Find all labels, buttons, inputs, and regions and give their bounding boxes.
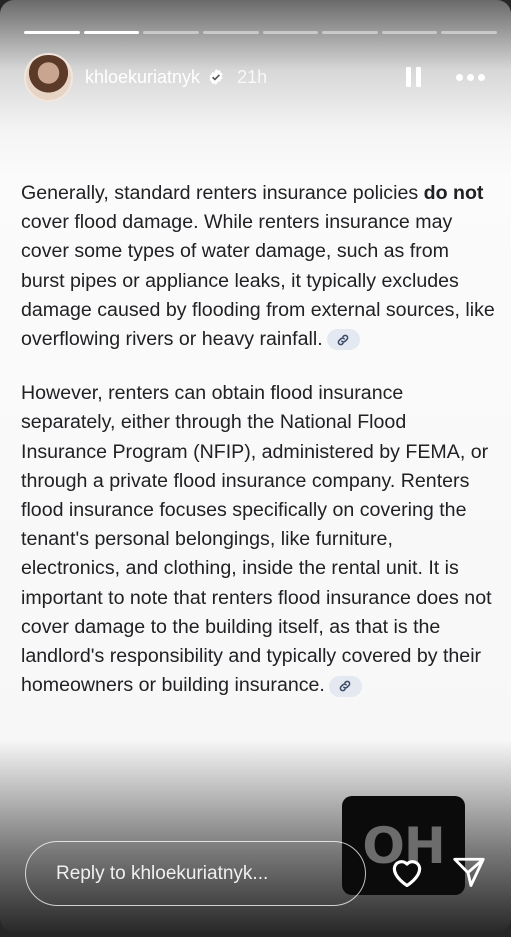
source-link-chip[interactable] (329, 676, 362, 697)
progress-segment (143, 31, 199, 34)
more-dot-icon (478, 74, 485, 81)
pause-icon (406, 67, 411, 87)
story-header (24, 52, 487, 102)
progress-segment (322, 31, 378, 34)
progress-segment (203, 31, 259, 34)
paragraph-1-text-end: cover flood damage. While renters insurance may cover some types of water damage, such as from burst pipes or appliance leaks, it typically excludes damage caused by flooding from external sources, like overflowing rivers or heavy rainfall. (21, 211, 495, 351)
progress-segment (441, 31, 497, 34)
story-text-content (21, 179, 497, 725)
story-progress-bar (24, 31, 497, 34)
username[interactable]: khloekuriatnyk (85, 66, 201, 87)
source-link-chip[interactable] (327, 329, 360, 350)
more-dot-icon (456, 74, 463, 81)
progress-segment (84, 31, 140, 34)
heart-icon[interactable] (387, 853, 427, 891)
verified-badge-icon (207, 68, 225, 86)
paragraph-1 (21, 179, 497, 354)
more-options-button[interactable] (453, 65, 487, 89)
paragraph-1-text: Generally, standard renters insurance policies (21, 182, 424, 204)
paragraph-2 (21, 379, 497, 700)
link-icon (338, 679, 352, 693)
progress-segment (263, 31, 319, 34)
progress-segment (24, 31, 80, 34)
reply-input[interactable] (56, 863, 346, 885)
link-icon (336, 333, 350, 347)
more-dot-icon (467, 74, 474, 81)
avatar[interactable] (24, 53, 73, 102)
send-icon[interactable] (450, 854, 488, 890)
post-time: 21h (237, 66, 268, 87)
paragraph-2-text: However, renters can obtain flood insurance separately, either through the National Flood Insurance Program (NFIP), administered by FEMA, or through a private flood insurance company. Renters flood insurance focuses specifically on covering the tenant's personal belongings, like furniture, electronics, and clothing, inside the rental unit. It is important to note that renters flood insurance does not cover damage to the building itself, as that is the landlord's responsibility and typically covered by their homeowners or building insurance. (21, 382, 492, 697)
paragraph-1-bold: do not (423, 182, 484, 204)
progress-segment (382, 31, 438, 34)
pause-button[interactable] (401, 65, 425, 89)
reply-box[interactable] (25, 841, 366, 906)
pause-icon (416, 67, 421, 87)
sticker-text: OH (362, 816, 445, 875)
